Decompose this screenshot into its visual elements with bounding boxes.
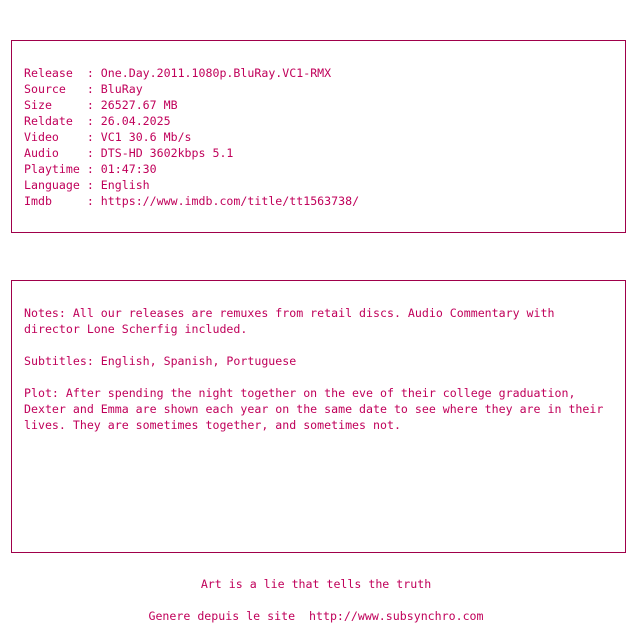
tagline: Art is a lie that tells the truth [200,577,432,591]
field-value: BluRay [100,82,143,96]
field-sep: : [79,194,101,208]
field-key: Reldate [24,114,80,128]
field-sep: : [79,162,101,176]
field-key: Source [24,82,80,96]
field-reldate [24,113,617,129]
field-value: 26.04.2025 [100,114,171,128]
subtitles-text: Subtitles: English, Spanish, Portuguese [24,354,297,368]
field-sep: : [79,178,101,192]
field-sep: : [79,114,101,128]
field-playtime [24,161,617,177]
field-sep: : [79,130,101,144]
field-value: 01:47:30 [100,162,157,176]
field-value: One.Day.2011.1080p.BluRay.VC1-RMX [100,66,332,80]
notes-content [24,305,617,433]
field-key: Playtime [24,162,80,176]
field-value: English [100,178,150,192]
field-key: Release [24,66,80,80]
field-key: Imdb [24,194,80,208]
field-value: VC1 30.6 Mb/s [100,130,192,144]
field-sep: : [79,82,101,96]
field-value: DTS-HD 3602kbps 5.1 [100,146,234,160]
field-sep: : [79,98,101,112]
field-audio [24,145,617,161]
field-key: Size [24,98,80,112]
release-info-list [24,65,617,209]
generated-by-line: Genere depuis le site http://www.subsynchro.com [148,609,484,623]
field-sep: : [79,146,101,160]
field-key: Audio [24,146,80,160]
field-source [24,81,617,97]
field-language [24,177,617,193]
field-size [24,97,617,113]
notes-text: Notes: All our releases are remuxes from retail discs. Audio Commentary with director Lone Scherfig included. [24,306,562,336]
notes-box [11,280,626,553]
field-release [24,65,617,81]
imdb-link[interactable]: https://www.imdb.com/title/tt1563738/ [100,194,360,208]
field-key: Language [24,178,80,192]
plot-text: Plot: After spending the night together on the eve of their college graduation, Dexter and Emma are shown each year on the same date to see where they are in their lives. They are sometimes together, and sometimes not. [24,386,611,432]
field-imdb [24,193,617,209]
field-value: 26527.67 MB [100,98,178,112]
field-sep: : [79,66,101,80]
field-key: Video [24,130,80,144]
field-video [24,129,617,145]
release-info-box [11,40,626,233]
